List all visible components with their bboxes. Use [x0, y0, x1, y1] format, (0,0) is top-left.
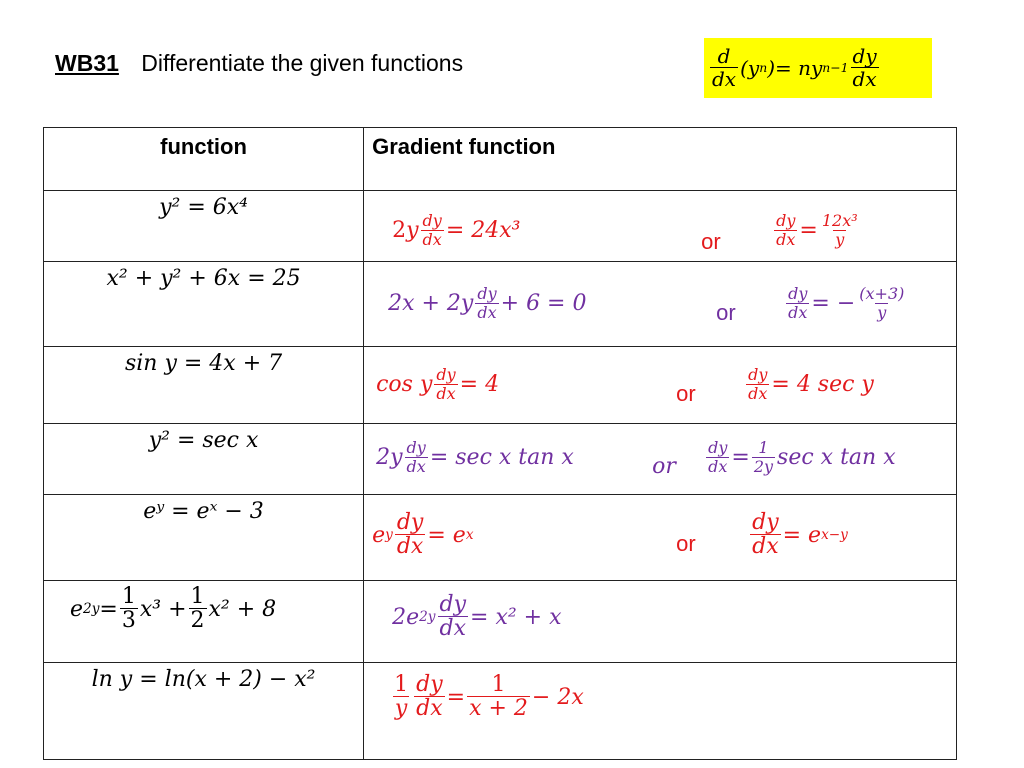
worksheet-title: Differentiate the given functions: [141, 50, 464, 76]
answer-implicit: e y $\frac{dy}{dx}$ = e x: [372, 510, 474, 560]
gradient-cell: [364, 191, 957, 262]
worksheet-code: WB31: [55, 50, 119, 76]
function-cell: y² = sec x: [44, 424, 364, 495]
answer-explicit: $\frac{dy}{dx}$ = 4 sec y: [748, 365, 874, 403]
answer-implicit: 2y $\frac{dy}{dx}$ = sec x tan x: [376, 438, 574, 476]
answer-implicit: 2 y $\frac{dy}{dx}$ = 24x³: [392, 211, 521, 249]
table-header-row: [44, 128, 957, 191]
table-row: [44, 495, 957, 581]
or-label: or: [676, 531, 696, 556]
answer-explicit: $\frac{dy}{dx}$ = $\frac{1}{2y}$ sec x tan x: [708, 438, 896, 476]
table-row: [44, 581, 957, 663]
table-row: [44, 347, 957, 424]
function-cell: x² + y² + 6x = 25: [44, 262, 364, 347]
gradient-cell: [364, 495, 957, 581]
answer-implicit: cos y $\frac{dy}{dx}$ = 4: [376, 365, 500, 403]
table-row: [44, 262, 957, 347]
or-label: or: [701, 229, 721, 254]
function-cell: y² = 6x⁴: [44, 191, 364, 262]
function-cell: e 2y = $\frac{1}{3}$ x³ + $\frac{1}{2}$ x² + 8: [44, 581, 364, 663]
table-row: [44, 191, 957, 262]
or-label: or: [652, 454, 676, 479]
column-header-function: function: [44, 128, 364, 191]
gradient-cell: [364, 347, 957, 424]
gradient-cell: [364, 581, 957, 663]
answer-explicit: $\frac{dy}{dx}$ = − $\frac{(x+3)}{y}$: [788, 284, 905, 322]
gradient-cell: [364, 262, 957, 347]
worksheet-header: [55, 50, 463, 77]
answer-implicit: 2x + 2y $\frac{dy}{dx}$ + 6 = 0: [388, 284, 587, 322]
differentiation-table: [43, 127, 957, 760]
or-label: or: [716, 300, 736, 325]
gradient-cell: [364, 663, 957, 760]
function-cell: ln y = ln(x + 2) − x²: [44, 663, 364, 760]
table-row: [44, 663, 957, 760]
gradient-cell: [364, 424, 957, 495]
answer-implicit: $\frac{1}{y}$ $\frac{dy}{dx}$ = $\frac{1}{x + 2}$ − 2x: [394, 672, 584, 722]
or-label: or: [676, 381, 696, 406]
answer-explicit: $\frac{dy}{dx}$ = $\frac{\text{12x³}}{y}$: [776, 211, 858, 249]
answer-explicit: $\frac{dy}{dx}$ = e x−y: [752, 510, 848, 560]
table-row: [44, 424, 957, 495]
column-header-gradient: Gradient function: [364, 128, 957, 191]
function-cell: sin y = 4x + 7: [44, 347, 364, 424]
chain-rule-formula: $\frac{d}{dx}$ (y n ) = ny n−1 $\frac{dy}{dx}$: [704, 38, 932, 98]
function-cell: eʸ = eˣ − 3: [44, 495, 364, 581]
answer-implicit: 2e 2y $\frac{dy}{dx}$ = x² + x: [392, 592, 562, 642]
